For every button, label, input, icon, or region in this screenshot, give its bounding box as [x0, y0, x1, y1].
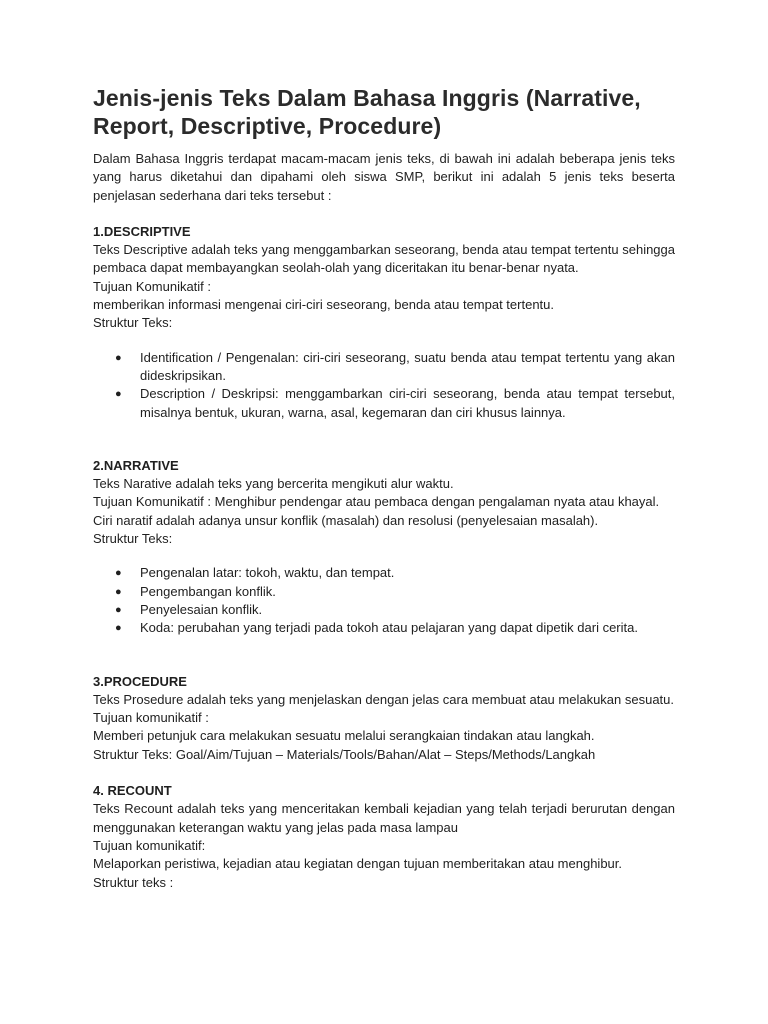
recount-definition: Teks Recount adalah teks yang menceritakan kembali kejadian yang telah terjadi berurutan dengan menggunakan keterangan waktu yang jelas pada masa lampau — [93, 801, 675, 835]
list-item: ● Identification / Pengenalan: ciri-ciri seseorang, suatu benda atau tempat tertentu yang akan dideskripsikan. — [115, 349, 675, 383]
descriptive-definition: Teks Descriptive adalah teks yang menggambarkan seseorang, benda atau tempat tertentu sehingga pembaca dapat membayangkan seolah-olah yang diceritakan itu benar-benar nyata. — [93, 242, 675, 276]
bullet-icon: ● — [115, 603, 122, 616]
section-heading-procedure: 3.PROCEDURE — [93, 673, 187, 689]
narrative-definition: Teks Narative adalah teks yang bercerita mengikuti alur waktu. — [93, 476, 454, 492]
intro-paragraph: Dalam Bahasa Inggris terdapat macam-macam jenis teks, di bawah ini adalah beberapa jenis teks yang harus diketahui dan dipahami oleh siswa SMP, berikut ini adalah 5 jenis teks beserta penjelasan sederhana dari teks tersebut : — [93, 151, 675, 203]
bullet-icon: ● — [115, 622, 122, 635]
descriptive-structure-label: Struktur Teks: — [93, 315, 173, 331]
document-title: Jenis-jenis Teks Dalam Bahasa Inggris (Narrative, Report, Descriptive, Procedure) — [93, 85, 641, 139]
procedure-structure: Struktur Teks: Goal/Aim/Tujuan – Materials/Tools/Bahan/Alat – Steps/Methods/Langkah — [93, 746, 596, 762]
bullet-icon: ● — [115, 351, 122, 364]
procedure-goal-label: Tujuan komunikatif : — [93, 710, 209, 726]
section-procedure — [93, 673, 675, 764]
recount-goal: Melaporkan peristiwa, kejadian atau kegiatan dengan tujuan memberitakan atau menghibur. — [93, 856, 623, 872]
bullet-icon: ● — [115, 585, 122, 598]
list-item: ● Koda: perubahan yang terjadi pada tokoh atau pelajaran yang dapat dipetik dari cerita. — [93, 619, 675, 637]
section-heading-descriptive: 1.DESCRIPTIVE — [93, 223, 191, 239]
list-item: ● Pengembangan konflik. — [93, 583, 675, 601]
bullet-icon: ● — [115, 567, 122, 580]
narrative-structure-label: Struktur Teks: — [93, 531, 173, 547]
section-heading-narrative: 2.NARRATIVE — [93, 457, 179, 473]
document-page — [93, 84, 675, 892]
list-item: ● Pengenalan latar: tokoh, waktu, dan tempat. — [93, 564, 675, 582]
narrative-feature: Ciri naratif adalah adanya unsur konflik (masalah) dan resolusi (penyelesaian masalah). — [93, 512, 599, 528]
section-descriptive — [93, 223, 675, 422]
list-item: ● Description / Deskripsi: menggambarkan ciri-ciri seseorang, benda atau tempat tersebut, misalnya bentuk, ukuran, warna, asal, kegemaran dan ciri khusus lainnya. — [115, 386, 675, 420]
recount-goal-label: Tujuan komunikatif: — [93, 837, 206, 853]
procedure-definition: Teks Prosedure adalah teks yang menjelaskan dengan jelas cara membuat atau melakukan sesuatu. — [93, 691, 675, 707]
narrative-goal: Tujuan Komunikatif : Menghibur pendengar atau pembaca dengan pengalaman nyata atau khayal. — [93, 494, 660, 510]
procedure-goal: Memberi petunjuk cara melakukan sesuatu melalui serangkaian tindakan atau langkah. — [93, 728, 595, 744]
descriptive-structure-list — [93, 349, 675, 422]
narrative-structure-list — [93, 564, 675, 637]
section-heading-recount: 4. RECOUNT — [93, 783, 172, 799]
section-recount — [93, 782, 675, 892]
section-narrative — [93, 457, 675, 638]
list-item: ● Penyelesaian konflik. — [93, 601, 675, 619]
descriptive-goal-label: Tujuan Komunikatif : — [93, 278, 212, 294]
recount-structure-label: Struktur teks : — [93, 874, 174, 890]
bullet-icon: ● — [115, 388, 122, 401]
descriptive-goal: memberikan informasi mengenai ciri-ciri seseorang, benda atau tempat tertentu. — [93, 297, 555, 313]
